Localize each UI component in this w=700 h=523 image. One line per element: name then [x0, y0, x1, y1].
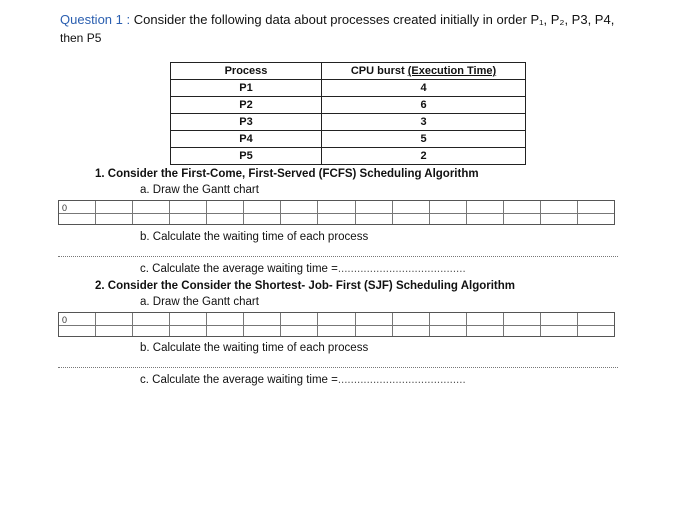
- gantt-cell[interactable]: [170, 313, 207, 336]
- question-text: Consider the following data about processes created initially in order P₁, P₂, P3, P4,: [130, 12, 615, 27]
- process-cell: P2: [171, 97, 322, 114]
- fcfs-average-waiting-text: c. Calculate the average waiting time =: [140, 263, 338, 275]
- sjf-average-answer-dots[interactable]: ........................................: [337, 374, 466, 386]
- sjf-waiting-time-label: b. Calculate the waiting time of each process: [140, 342, 369, 354]
- sjf-average-waiting-text: c. Calculate the average waiting time =: [140, 374, 338, 386]
- gantt-cell[interactable]: [96, 201, 133, 224]
- burst-cell: 3: [322, 114, 526, 131]
- cpu-burst-header-text: CPU burst: [350, 65, 408, 77]
- fcfs-average-answer-dots[interactable]: ........................................: [337, 263, 466, 275]
- gantt-cell[interactable]: [170, 201, 207, 224]
- gantt-cell[interactable]: [318, 201, 355, 224]
- sjf-waiting-time-answer-line[interactable]: [58, 367, 618, 368]
- burst-cell: 5: [322, 131, 526, 148]
- gantt-cell[interactable]: [96, 313, 133, 336]
- fcfs-draw-gantt-label: a. Draw the Gantt chart: [140, 184, 259, 196]
- fcfs-heading: 1. Consider the First-Come, First-Served (FCFS) Scheduling Algorithm: [95, 168, 479, 180]
- sjf-heading: 2. Consider the Consider the Shortest- Job- First (SJF) Scheduling Algorithm: [95, 280, 515, 292]
- gantt-cell[interactable]: [244, 313, 281, 336]
- fcfs-average-waiting-label: [140, 263, 466, 275]
- gantt-cell[interactable]: [393, 313, 430, 336]
- gantt-cell[interactable]: [207, 201, 244, 224]
- gantt-cell[interactable]: [430, 201, 467, 224]
- burst-cell: 2: [322, 148, 526, 165]
- table-row: [171, 131, 526, 148]
- process-cell: P4: [171, 131, 322, 148]
- gantt-cell[interactable]: [133, 313, 170, 336]
- fcfs-waiting-time-answer-line[interactable]: [58, 256, 618, 257]
- gantt-cell[interactable]: [467, 313, 504, 336]
- gantt-cell[interactable]: [356, 201, 393, 224]
- table-row: [171, 148, 526, 165]
- gantt-cell[interactable]: [541, 313, 578, 336]
- gantt-cell[interactable]: [578, 201, 614, 224]
- sjf-average-waiting-label: [140, 374, 466, 386]
- gantt-cell[interactable]: [356, 313, 393, 336]
- burst-cell: 6: [322, 97, 526, 114]
- gantt-cell[interactable]: [207, 313, 244, 336]
- fcfs-gantt-start-time: 0: [62, 203, 68, 213]
- process-column-header: Process: [171, 63, 322, 80]
- table-row: [171, 97, 526, 114]
- gantt-cell[interactable]: [504, 313, 541, 336]
- burst-cell: 4: [322, 80, 526, 97]
- process-cell: P1: [171, 80, 322, 97]
- question-label: Question 1 :: [60, 12, 131, 27]
- gantt-cell[interactable]: [281, 201, 318, 224]
- process-cell: P5: [171, 148, 322, 165]
- gantt-cell[interactable]: [133, 201, 170, 224]
- process-cell: P3: [171, 114, 322, 131]
- gantt-cell[interactable]: [467, 201, 504, 224]
- gantt-cell[interactable]: [318, 313, 355, 336]
- sjf-gantt-chart[interactable]: [58, 312, 615, 337]
- fcfs-waiting-time-label: b. Calculate the waiting time of each process: [140, 231, 369, 243]
- table-header-row: [171, 63, 526, 80]
- gantt-cell[interactable]: [244, 201, 281, 224]
- gantt-cell[interactable]: [393, 201, 430, 224]
- question-title: [60, 12, 614, 27]
- sjf-draw-gantt-label: a. Draw the Gantt chart: [140, 296, 259, 308]
- gantt-cell[interactable]: [430, 313, 467, 336]
- gantt-cell[interactable]: [578, 313, 614, 336]
- process-table: [170, 62, 526, 165]
- table-row: [171, 80, 526, 97]
- gantt-cell[interactable]: [504, 201, 541, 224]
- table-row: [171, 114, 526, 131]
- fcfs-gantt-chart[interactable]: [58, 200, 615, 225]
- sjf-gantt-start-time: 0: [62, 315, 68, 325]
- gantt-cell[interactable]: [281, 313, 318, 336]
- cpu-burst-column-header: [322, 63, 526, 80]
- gantt-cell[interactable]: [541, 201, 578, 224]
- execution-time-header-text: (Execution Time): [407, 65, 497, 77]
- question-text-line2: then P5: [60, 31, 102, 45]
